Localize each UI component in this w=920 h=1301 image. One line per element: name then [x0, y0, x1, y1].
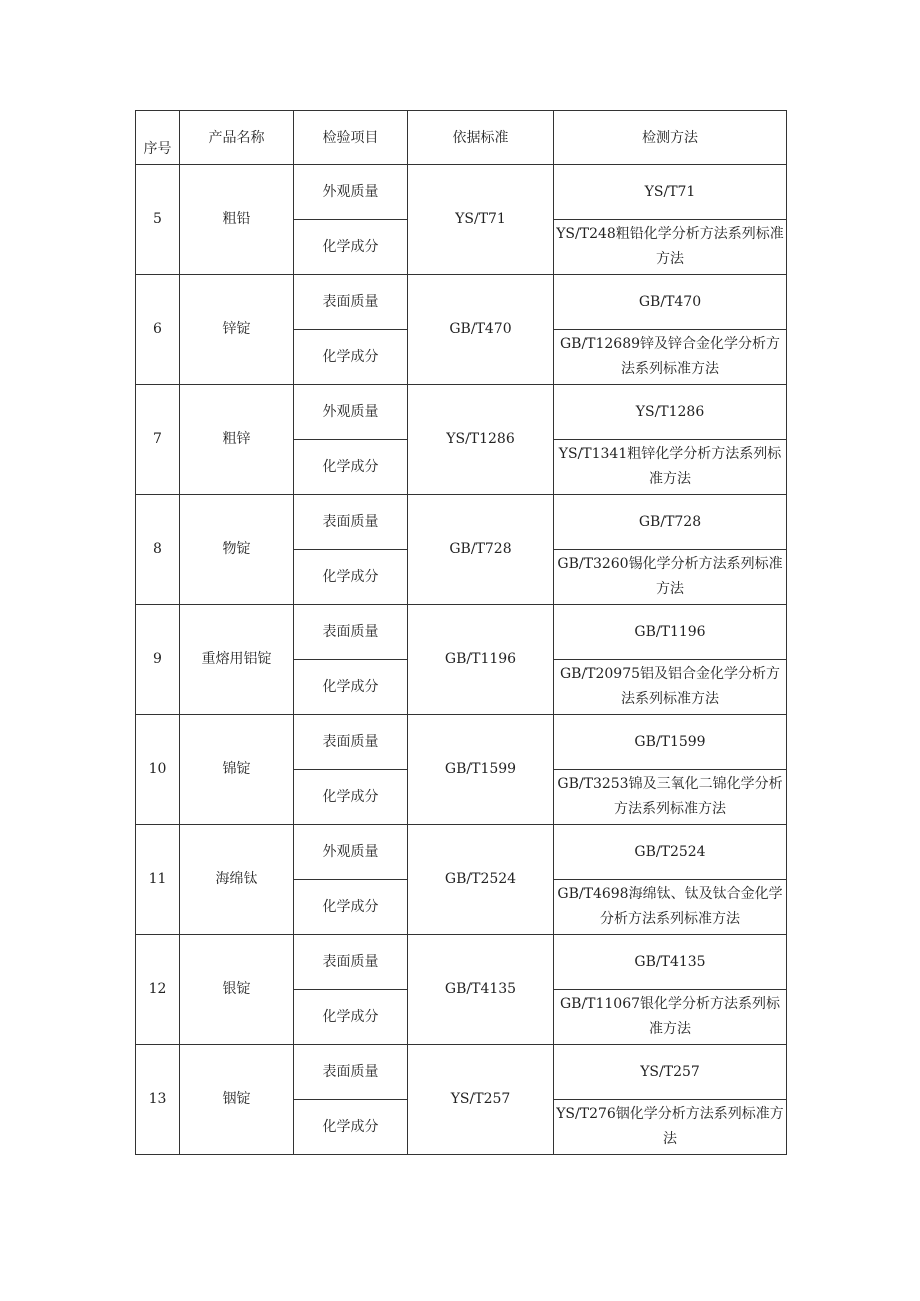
- header-seq: 序号: [136, 111, 180, 165]
- test-method-cell: GB/T11067银化学分析方法系列标准方法: [554, 990, 787, 1045]
- test-method-cell: GB/T4698海绵钛、钛及钛合金化学分析方法系列标准方法: [554, 880, 787, 935]
- test-method-cell: GB/T3260锡化学分析方法系列标准方法: [554, 550, 787, 605]
- test-method-cell: YS/T248粗铅化学分析方法系列标准方法: [554, 220, 787, 275]
- header-item: 检验项目: [294, 111, 408, 165]
- test-method-cell: GB/T2524: [554, 825, 787, 880]
- product-name-cell: 海绵钛: [180, 825, 294, 935]
- table-row: [136, 715, 787, 770]
- inspection-item-cell: 表面质量: [294, 935, 408, 990]
- table-row: [136, 495, 787, 550]
- standard-cell: YS/T1286: [408, 385, 554, 495]
- seq-cell: 9: [136, 605, 180, 715]
- table-row: [136, 1045, 787, 1100]
- standards-table: [135, 110, 787, 1155]
- seq-cell: 10: [136, 715, 180, 825]
- inspection-item-cell: 化学成分: [294, 770, 408, 825]
- test-method-cell: GB/T728: [554, 495, 787, 550]
- product-name-cell: 锌锭: [180, 275, 294, 385]
- table-row: [136, 275, 787, 330]
- seq-cell: 8: [136, 495, 180, 605]
- test-method-cell: GB/T1196: [554, 605, 787, 660]
- inspection-item-cell: 外观质量: [294, 385, 408, 440]
- product-name-cell: 银锭: [180, 935, 294, 1045]
- inspection-item-cell: 外观质量: [294, 825, 408, 880]
- test-method-cell: GB/T4135: [554, 935, 787, 990]
- header-row: [136, 111, 787, 165]
- header-standard: 依据标准: [408, 111, 554, 165]
- inspection-item-cell: 化学成分: [294, 990, 408, 1045]
- test-method-cell: GB/T1599: [554, 715, 787, 770]
- standard-cell: GB/T4135: [408, 935, 554, 1045]
- test-method-cell: GB/T20975铝及铝合金化学分析方法系列标准方法: [554, 660, 787, 715]
- inspection-item-cell: 化学成分: [294, 220, 408, 275]
- product-name-cell: 铟锭: [180, 1045, 294, 1155]
- test-method-cell: GB/T470: [554, 275, 787, 330]
- inspection-item-cell: 表面质量: [294, 715, 408, 770]
- standard-cell: GB/T470: [408, 275, 554, 385]
- inspection-item-cell: 化学成分: [294, 880, 408, 935]
- seq-cell: 6: [136, 275, 180, 385]
- inspection-item-cell: 化学成分: [294, 660, 408, 715]
- inspection-item-cell: 化学成分: [294, 330, 408, 385]
- product-name-cell: 物锭: [180, 495, 294, 605]
- table-header: [136, 111, 787, 165]
- standard-cell: YS/T257: [408, 1045, 554, 1155]
- table-row: [136, 605, 787, 660]
- table-body: [136, 165, 787, 1155]
- standard-cell: GB/T728: [408, 495, 554, 605]
- test-method-cell: GB/T3253锦及三氧化二锦化学分析方法系列标准方法: [554, 770, 787, 825]
- table-row: [136, 165, 787, 220]
- product-name-cell: 粗锌: [180, 385, 294, 495]
- inspection-item-cell: 外观质量: [294, 165, 408, 220]
- test-method-cell: YS/T71: [554, 165, 787, 220]
- seq-cell: 13: [136, 1045, 180, 1155]
- standard-cell: GB/T1196: [408, 605, 554, 715]
- inspection-item-cell: 化学成分: [294, 1100, 408, 1155]
- inspection-item-cell: 表面质量: [294, 1045, 408, 1100]
- test-method-cell: YS/T276铟化学分析方法系列标准方法: [554, 1100, 787, 1155]
- header-product: 产品名称: [180, 111, 294, 165]
- test-method-cell: YS/T1286: [554, 385, 787, 440]
- product-name-cell: 粗铅: [180, 165, 294, 275]
- standard-cell: GB/T2524: [408, 825, 554, 935]
- inspection-item-cell: 表面质量: [294, 605, 408, 660]
- table-row: [136, 385, 787, 440]
- inspection-item-cell: 化学成分: [294, 550, 408, 605]
- seq-cell: 5: [136, 165, 180, 275]
- test-method-cell: YS/T1341粗锌化学分析方法系列标准方法: [554, 440, 787, 495]
- product-name-cell: 重熔用铝锭: [180, 605, 294, 715]
- standard-cell: GB/T1599: [408, 715, 554, 825]
- inspection-item-cell: 表面质量: [294, 275, 408, 330]
- seq-cell: 12: [136, 935, 180, 1045]
- table-row: [136, 825, 787, 880]
- standard-cell: YS/T71: [408, 165, 554, 275]
- header-method: 检测方法: [554, 111, 787, 165]
- seq-cell: 11: [136, 825, 180, 935]
- inspection-item-cell: 化学成分: [294, 440, 408, 495]
- test-method-cell: YS/T257: [554, 1045, 787, 1100]
- test-method-cell: GB/T12689锌及锌合金化学分析方法系列标准方法: [554, 330, 787, 385]
- seq-cell: 7: [136, 385, 180, 495]
- inspection-item-cell: 表面质量: [294, 495, 408, 550]
- product-name-cell: 锦锭: [180, 715, 294, 825]
- table-row: [136, 935, 787, 990]
